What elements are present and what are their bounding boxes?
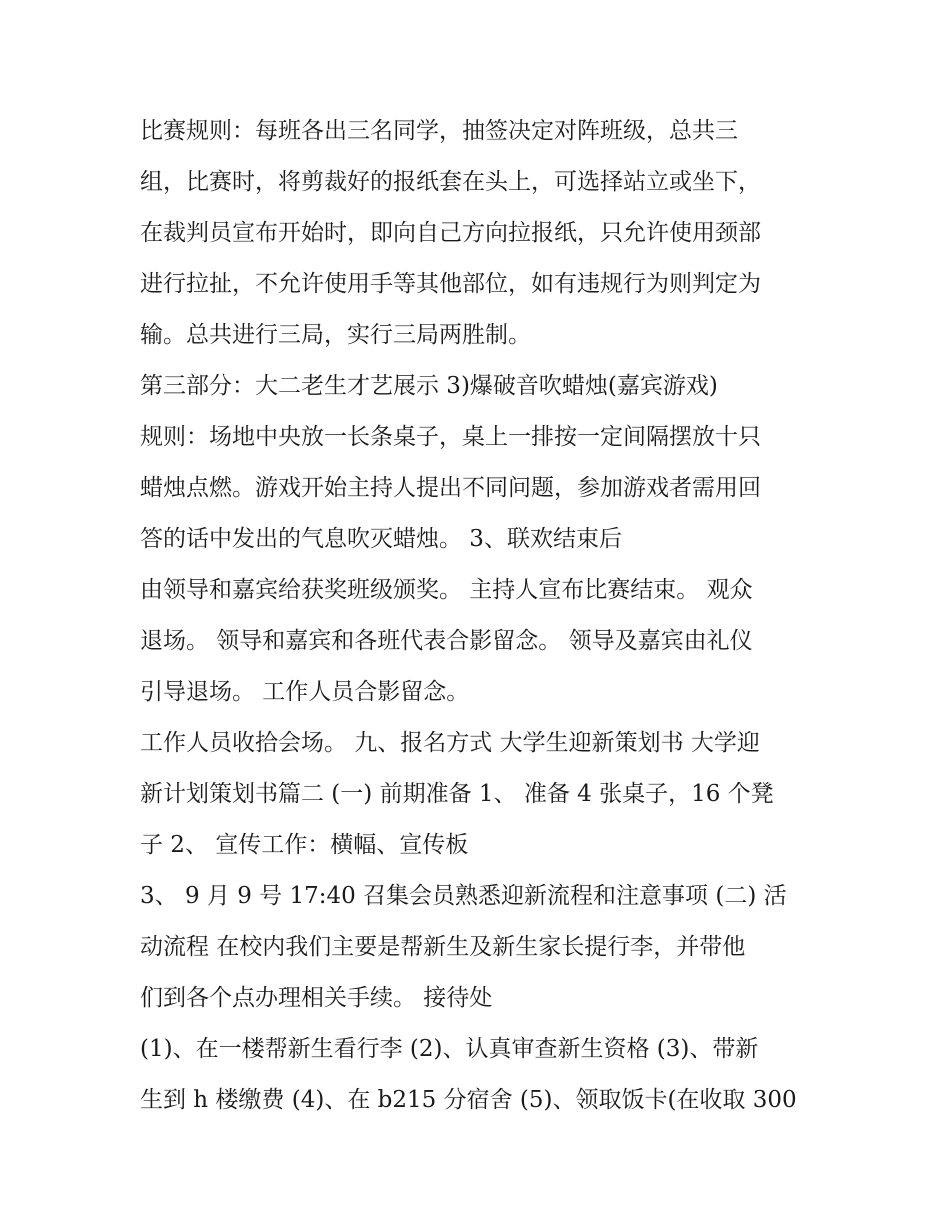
text-line: 动流程 在校内我们主要是帮新生及新生家长提行李，并带他 [140, 934, 746, 960]
text-line: 由领导和嘉宾给获奖班级颁奖。 主持人宣布比赛结束。 观众 [140, 577, 753, 603]
text-line: 组，比赛时，将剪裁好的报纸套在头上，可选择站立或坐下， [140, 169, 761, 195]
text-line: 进行拉扯，不允许使用手等其他部位，如有违规行为则判定为 [140, 271, 761, 297]
text-line: 工作人员收拾会场。 九、报名方式 大学生迎新策划书 大学迎 [140, 730, 760, 756]
text-line: 生到 h 楼缴费 (4)、在 b215 分宿舍 (5)、领取饭卡(在收取 300 [140, 1087, 797, 1113]
text-line: 们到各个点办理相关手续。 接待处 [140, 985, 493, 1011]
text-line: 在裁判员宣布开始时，即向自己方向拉报纸，只允许使用颈部 [140, 220, 761, 246]
text-line: 退场。 领导和嘉宾和各班代表合影留念。 领导及嘉宾由礼仪 [140, 628, 753, 654]
text-line: 子 2、 宣传工作：横幅、宣传板 [140, 832, 469, 858]
text-line: 3、 9 月 9 号 17:40 召集会员熟悉迎新流程和注意事项 (二) 活 [140, 883, 787, 909]
body-text [140, 106, 830, 1126]
text-line: (1)、在一楼帮新生看行李 (2)、认真审查新生资格 (3)、带新 [140, 1036, 759, 1062]
text-line: 答的话中发出的气息吹灭蜡烛。 3、联欢结束后 [140, 526, 622, 552]
text-line: 引导退场。 工作人员合影留念。 [140, 679, 470, 705]
text-line: 规则：场地中央放一长条桌子，桌上一排按一定间隔摆放十只 [140, 424, 761, 450]
text-line: 第三部分：大二老生才艺展示 3)爆破音吹蜡烛(嘉宾游戏) [140, 373, 718, 399]
text-line: 输。总共进行三局，实行三局两胜制。 [140, 322, 531, 348]
text-line: 比赛规则：每班各出三名同学，抽签决定对阵班级，总共三 [140, 118, 738, 144]
text-line: 新计划策划书篇二 (一) 前期准备 1、 准备 4 张桌子，16 个凳 [140, 781, 774, 807]
text-line: 蜡烛点燃。游戏开始主持人提出不同问题，参加游戏者需用回 [140, 475, 761, 501]
